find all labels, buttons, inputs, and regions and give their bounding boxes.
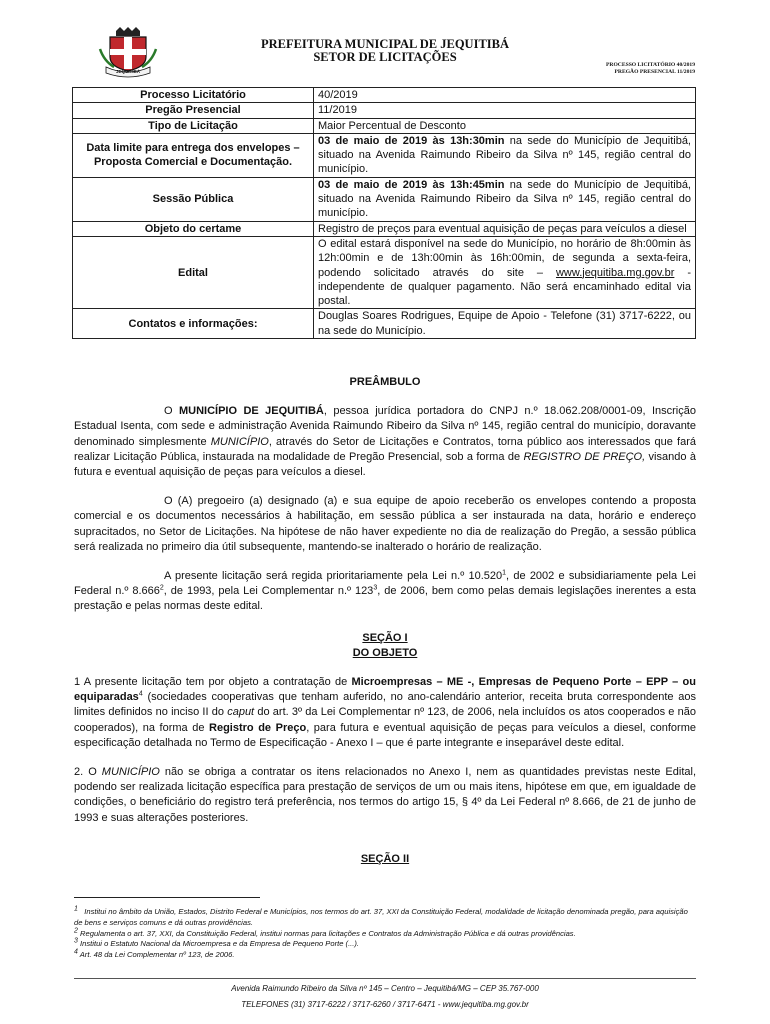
process-reference [606,62,695,76]
footnote-3 [74,939,696,950]
session-datetime: 03 de maio de 2019 às 13h:45min [318,178,505,191]
preambulo-paragraph-3 [74,569,696,615]
table-row [73,236,696,308]
table-row [73,133,696,177]
secao1-item-1 [74,675,696,751]
preambulo-section [74,375,696,867]
i1-ital: caput [227,706,255,719]
p1-bold: MUNICÍPIO DE JEQUITIBÁ [178,405,324,418]
prefeitura-title: PREFEITURA MUNICIPAL DE JEQUITIBÁ [260,37,510,51]
row-value: Maior Percentual de Desconto [314,118,696,133]
footnote-text: Institui no âmbito da União, Estados, Distrito Federal e Municípios, nos termos do art. 37, XXI da Constituição Federal, modalidade de licitação denominada pregão, para aquisição de bens e serviços comuns e dá outras providências. [74,907,688,927]
table-row [73,88,696,103]
secao1-heading: SEÇÃO I [362,631,408,644]
secao1-item-2 [74,765,696,826]
footnotes [74,907,696,961]
row-value: 40/2019 [314,88,696,103]
row-label: Processo Licitatório [73,88,314,103]
setor-title: SETOR DE LICITAÇÕES [313,50,457,64]
secao2-heading: SEÇÃO II [360,852,410,865]
row-label: Data limite para entrega dos envelopes – Proposta Comercial e Documentação. [73,133,314,177]
p1-b: , pessoa jurídica portadora do CNPJ n.º 18.062.208/0001-09, Inscrição Estadual Isenta, com sede e administração Avenida Raimundo Ribeiro da Silva nº 145, região central do município, doravante denominado simplesmente [74,405,696,448]
p1-c: , através do Setor de Licitações e Contratos, torna público aos interessados que fará realizar Licitação Pública, instaurada na modalidade de Pregão Presencial, sob a forma de [74,435,696,463]
footer-contacts: TELEFONES (31) 3717-6222 / 3717-6260 / 3717-6471 - www.jequitiba.mg.gov.br [241,1000,529,1009]
row-label: Contatos e informações: [73,309,314,339]
row-value: Registro de preços para eventual aquisição de peças para veículos a diesel [314,221,696,236]
preambulo-heading: PREÂMBULO [349,376,421,388]
row-value [314,177,696,221]
table-row [73,118,696,133]
p3-c: , de 1993, pela Lei Complementar n.º 123 [163,585,374,598]
i1-c: do art. 3º da Lei Complementar nº 123, de 2006, nela incluídos os atos cooperados e não cooperados), na forma de [74,706,696,734]
row-label: Edital [73,236,314,308]
i1-b: (sociedades cooperativas que tenham auferido, no ano-calendário anterior, receita bruta correspondente aos limites definidos no inciso II do [74,691,696,719]
footnote-num: 2 [74,927,78,935]
footnote-ref-4: 4 [138,690,143,698]
svg-text:JEQUITIBÁ: JEQUITIBÁ [115,69,141,74]
row-label: Tipo de Licitação [73,118,314,133]
row-label: Sessão Pública [73,177,314,221]
footnote-text: Art. 48 da Lei Complementar nº 123, de 2006. [79,950,235,960]
p3-d: , de 2006, bem como pelas demais legislações inerentes a esta prestação e pelas normas deste edital. [74,585,696,613]
p1-ital2: REGISTRO DE PREÇO, [523,450,646,463]
row-label: Objeto do certame [73,221,314,236]
pregao-number-ref: PREGÃO PRESENCIAL 11/2019 [614,69,695,75]
preambulo-paragraph-1 [74,404,696,480]
footnote-num: 3 [74,937,78,945]
document-header-title [200,38,570,64]
footnote-1 [74,907,696,929]
row-label: Pregão Presencial [73,103,314,118]
footnote-text: Regulamenta o art. 37, XXI, da Constituição Federal, institui normas para licitações e Contratos da Administração Pública e dá outras providências. [80,928,576,938]
i2-b: não se obriga a contratar os itens relacionados no Anexo I, nem as quantidades previstas neste Edital, podendo ser realizada licitação específica para prestação de serviços de um ou mais itens, hipótese em que, em igualdade de condições, o beneficiário do registro terá preferência, nos termos do artigo 15, § 4º da Lei Federal nº 8.666, de 21 de junho de 1993 e suas alterações posteriores. [74,766,696,824]
p1-a: O [164,405,179,418]
footer [74,983,696,1010]
i1-d: , para futura e eventual aquisição de peças para veículos a diesel, conforme especificação detalhada no Termo de Especificação - Anexo I – que é parte integrante e inseparável deste edital. [74,721,696,749]
p1-ital: MUNICÍPIO [210,435,269,448]
footnote-num: 1 [74,905,78,913]
footnote-ref-2: 2 [159,584,164,592]
edital-text-b: - independente de qualquer pagamento. Não será encaminhado edital via postal. [318,266,691,308]
footnote-text: Institui o Estatuto Nacional da Microempresa e da Empresa de Pequeno Porte (...). [80,939,360,949]
table-row [73,309,696,339]
p1-d: visando à futura e eventual aquisição de peças para veículos a diesel. [74,450,696,479]
secao1-subheading: DO OBJETO [352,646,418,659]
footnote-2 [74,929,696,940]
table-row [73,221,696,236]
footnote-ref-1: 1 [502,569,507,577]
footer-divider [74,978,696,979]
deadline-location: na sede do Município de Jequitibá, situado na Avenida Raimundo Ribeiro da Silva nº 145, região central do município. [318,134,691,176]
session-location: na sede do Município de Jequitibá, situado na Avenida Raimundo Ribeiro da Silva nº 145, região central do município. [318,178,691,220]
footnote-num: 4 [74,948,78,956]
process-info-table [72,87,696,339]
row-value [314,236,696,308]
edital-site-link[interactable]: www.jequitiba.mg.gov.br [555,266,675,279]
i1-bold: Microempresas – ME -, Empresas de Pequeno Porte – EPP – ou equiparadas [74,676,696,704]
deadline-datetime: 03 de maio de 2019 às 13h:30min [318,134,505,147]
p3-b: , de 2002 e subsidiariamente pela Lei Federal n.º 8.666 [74,570,696,598]
i2-a: 2. O [74,766,102,779]
process-number-ref: PROCESSO LICITATÓRIO 40/2019 [606,62,695,68]
footnote-4 [74,950,696,961]
p3-a: A presente licitação será regida prioritariamente pela Lei n.º 10.520 [164,570,503,583]
row-value: 11/2019 [314,103,696,118]
table-row [73,103,696,118]
preambulo-paragraph-2: O (A) pregoeiro (a) designado (a) e sua equipe de apoio receberão os envelopes contendo a proposta comercial e os documentos necessários à habilitação, em sessão pública a ser instaurada na data, horário e endereço supracitados, no Setor de Licitações. Na hipótese de não haver expediente no dia de realização do Pregão, a sessão pública será realizada no primeiro dia útil subsequente, mantendo-se inalterado o horário de realização. [74,495,696,553]
footer-address: Avenida Raimundo Ribeiro da Silva nº 145 – Centro – Jequitibá/MG – CEP 35.767-000 [231,984,539,993]
i2-ital: MUNICÍPIO [101,766,160,779]
footnote-ref-3: 3 [373,584,378,592]
table-row [73,177,696,221]
municipal-crest-icon [98,27,158,79]
row-value: Douglas Soares Rodrigues, Equipe de Apoio - Telefone (31) 3717-6222, ou na sede do Município. [314,309,696,339]
i1-a: 1 A presente licitação tem por objeto a contratação de [74,676,352,689]
i1-bold2: Registro de Preço [209,721,307,734]
row-value [314,133,696,177]
edital-text-a: O edital estará disponível na sede do Município, no horário de 8h:00min às 12h:00min e de 13h:00min às 16h:00min, de segunda a sexta-feira, podendo solicitado através do site – [318,237,691,279]
footnote-divider [74,897,260,898]
